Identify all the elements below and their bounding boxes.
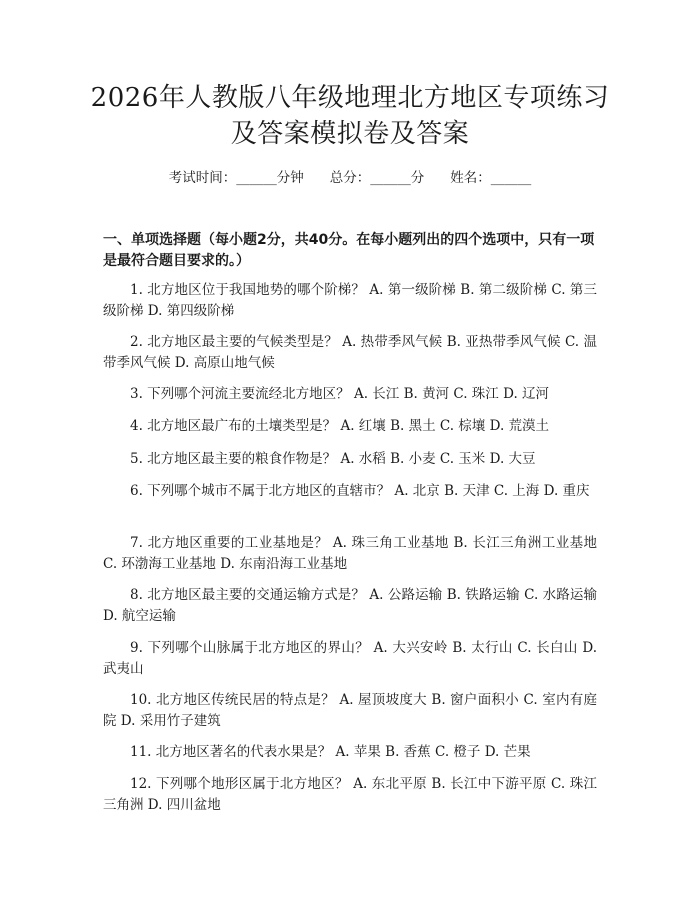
question-item: 9. 下列哪个山脉属于北方地区的界山？ A. 大兴安岭 B. 太行山 C. 长白山 D. 武夷山	[103, 640, 597, 677]
name-label: 姓名：______	[450, 170, 532, 186]
question-item: 3. 下列哪个河流主要流经北方地区？ A. 长江 B. 黄河 C. 珠江 D. 辽河	[130, 386, 550, 402]
question-item: 12. 下列哪个地形区属于北方地区？ A. 东北平原 B. 长江中下游平原 C. 珠江三角洲 D. 四川盆地	[103, 776, 597, 813]
question-item: 1. 北方地区位于我国地势的哪个阶梯？ A. 第一级阶梯 B. 第二级阶梯 C. 第三级阶梯 D. 第四级阶梯	[103, 282, 597, 319]
question-item: 11. 北方地区著名的代表水果是？ A. 苹果 B. 香蕉 C. 橙子 D. 芒果	[130, 744, 531, 760]
question-item: 2. 北方地区最主要的气候类型是？ A. 热带季风气候 B. 亚热带季风气候 C. 温带季风气候 D. 高原山地气候	[103, 334, 597, 371]
exam-time-label: 考试时间：______分钟	[168, 170, 304, 186]
doc-title-line2: 及答案模拟卷及答案	[230, 119, 470, 149]
question-item: 8. 北方地区最主要的交通运输方式是？ A. 公路运输 B. 铁路运输 C. 水路运输 D. 航空运输	[103, 587, 597, 624]
section-heading: 一、单项选择题（每小题2分，共40分。在每小题列出的四个选项中，只有一项是最符合题目要求的。）	[103, 232, 595, 269]
question-item: 10. 北方地区传统民居的特点是？ A. 屋顶坡度大 B. 窗户面积小 C. 室内有庭院 D. 采用竹子建筑	[103, 692, 597, 729]
question-item: 4. 北方地区最广布的土壤类型是？ A. 红壤 B. 黑土 C. 棕壤 D. 荒漠土	[130, 418, 550, 434]
question-item: 5. 北方地区最主要的粮食作物是？ A. 水稻 B. 小麦 C. 玉米 D. 大豆	[130, 451, 536, 467]
question-item: 6. 下列哪个城市不属于北方地区的直辖市？ A. 北京 B. 天津 C. 上海 D. 重庆	[130, 483, 590, 499]
doc-title-line1: 2026年人教版八年级地理北方地区专项练习	[90, 83, 610, 113]
total-score-label: 总分：______分	[329, 170, 425, 186]
exam-meta	[0, 168, 700, 188]
question-item: 7. 北方地区重要的工业基地是？ A. 珠三角工业基地 B. 长江三角洲工业基地 C. 环渤海工业基地 D. 东南沿海工业基地	[103, 535, 597, 572]
